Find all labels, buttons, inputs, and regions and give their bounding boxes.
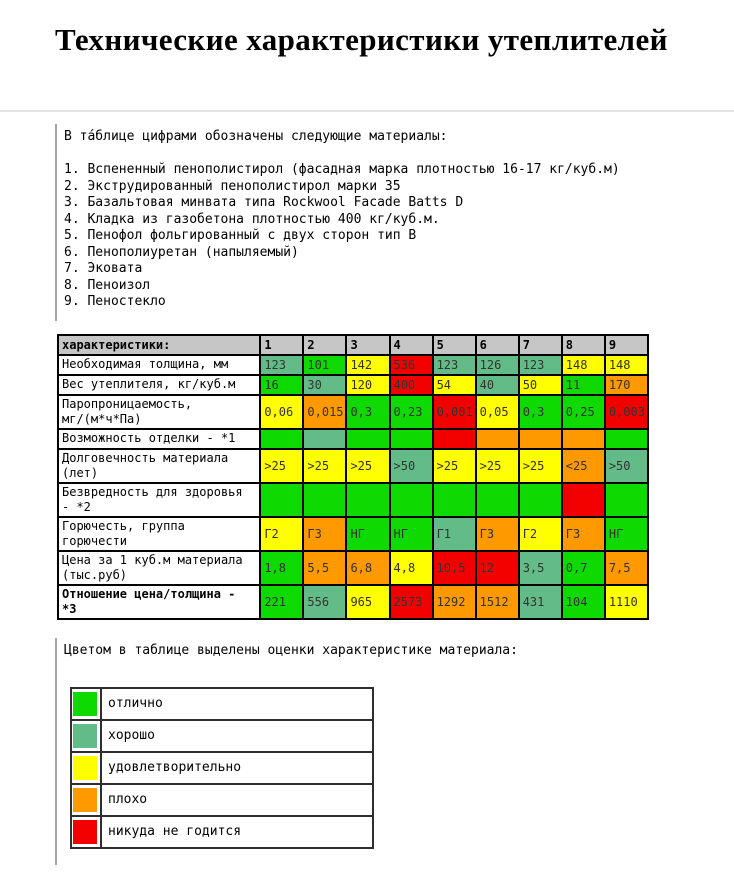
value-cell: >50 [390,449,433,483]
value-cell: Г1 [433,517,476,551]
value-cell: <25 [562,449,605,483]
characteristics-table [57,334,649,620]
value-cell: 126 [476,355,519,375]
material-item: 1. Вспененный пенополистирол (фасадная марка плотностью 16-17 кг/куб.м) [64,162,620,177]
value-cell: Г3 [476,517,519,551]
value-cell [562,429,605,449]
value-cell [346,429,389,449]
table-row [58,517,648,551]
row-label: Паропроницаемость, мг/(м*ч*Па) [58,395,260,429]
value-cell: 11 [562,375,605,395]
value-cell: 101 [303,355,346,375]
material-item: 9. Пеностекло [64,294,166,309]
value-cell: 123 [260,355,303,375]
value-cell: 431 [519,585,562,619]
value-cell: 0,3 [519,395,562,429]
table-header-row [58,335,648,355]
table-row [58,585,648,619]
value-cell: >25 [346,449,389,483]
legend-row [71,720,373,752]
intro-block [55,124,734,321]
color-swatch [73,788,97,812]
value-cell: >50 [605,449,648,483]
table-row [58,483,648,517]
value-cell: 30 [303,375,346,395]
value-cell: 0,001 [433,395,476,429]
value-cell: 0,23 [390,395,433,429]
table-row [58,355,648,375]
value-cell: 50 [519,375,562,395]
color-swatch [73,756,97,780]
legend-row [71,784,373,816]
value-cell: >25 [303,449,346,483]
value-cell [303,483,346,517]
value-cell: 0,015 [303,395,346,429]
value-cell: 0,7 [562,551,605,585]
table-body [58,355,648,619]
value-cell: 0,3 [346,395,389,429]
value-cell: 965 [346,585,389,619]
value-cell: 123 [519,355,562,375]
materials-list [64,162,734,311]
row-label: Отношение цена/толщина - *3 [58,585,260,619]
value-cell: >25 [476,449,519,483]
value-cell: 1512 [476,585,519,619]
value-cell: НГ [390,517,433,551]
value-cell: 221 [260,585,303,619]
color-swatch [73,820,97,844]
legend-swatch-cell [71,720,101,752]
color-swatch [73,724,97,748]
value-cell: 1292 [433,585,476,619]
value-cell: >25 [519,449,562,483]
intro-lead: В та́блице цифрами обозначены следующие материалы: [64,129,448,144]
row-label: Возможность отделки - *1 [58,429,260,449]
value-cell: 0,06 [260,395,303,429]
column-header: 2 [303,335,346,355]
value-cell: 0,003 [605,395,648,429]
row-label: Необходимая толщина, мм [58,355,260,375]
value-cell [476,483,519,517]
column-header: 1 [260,335,303,355]
value-cell: Г3 [562,517,605,551]
legend-body [71,688,373,848]
column-header: 8 [562,335,605,355]
color-swatch [73,692,97,716]
value-cell: 120 [346,375,389,395]
value-cell: 148 [605,355,648,375]
value-cell [605,483,648,517]
material-item: 2. Экструдированный пенополистирол марки 35 [64,178,401,194]
value-cell: 5,5 [303,551,346,585]
material-item: 4. Кладка из газобетона плотностью 400 кг/куб.м. [64,211,440,227]
value-cell [260,483,303,517]
value-cell: 54 [433,375,476,395]
legend-lead: Цветом в таблице выделены оценки характеристике материала: [64,642,518,658]
value-cell: 10,5 [433,551,476,585]
value-cell: 4,8 [390,551,433,585]
value-cell [562,483,605,517]
legend-label: удовлетворительно [101,752,373,784]
legend-row [71,816,373,848]
value-cell: 16 [260,375,303,395]
table-row [58,395,648,429]
material-item: 6. Пенополиуретан (напыляемый) [64,244,299,260]
row-label: Вес утеплителя, кг/куб.м [58,375,260,395]
table-header-label: характеристики: [58,335,260,355]
table-row [58,551,648,585]
value-cell [433,483,476,517]
table-row [58,429,648,449]
legend-block [55,638,734,865]
value-cell: 0,25 [562,395,605,429]
value-cell: НГ [346,517,389,551]
legend-table [70,687,374,849]
material-item: 5. Пенофол фольгированный с двух сторон тип В [64,228,417,243]
value-cell [605,429,648,449]
row-label: Горючесть, группа горючести [58,517,260,551]
value-cell: >25 [260,449,303,483]
legend-row [71,752,373,784]
value-cell [390,483,433,517]
legend-label: плохо [101,784,373,816]
value-cell [433,429,476,449]
value-cell: 123 [433,355,476,375]
row-label: Цена за 1 куб.м материала (тыс.руб) [58,551,260,585]
value-cell: 40 [476,375,519,395]
legend-swatch-cell [71,816,101,848]
value-cell: Г2 [519,517,562,551]
value-cell [390,429,433,449]
horizontal-divider [0,110,734,112]
value-cell: 556 [303,585,346,619]
value-cell: 1110 [605,585,648,619]
value-cell [303,429,346,449]
value-cell [260,429,303,449]
value-cell: 6,8 [346,551,389,585]
table-row [58,375,648,395]
value-cell: Г3 [303,517,346,551]
legend-swatch-cell [71,752,101,784]
value-cell [519,483,562,517]
value-cell: 104 [562,585,605,619]
row-label: Долговечность материала (лет) [58,449,260,483]
value-cell: 536 [390,355,433,375]
value-cell: 2573 [390,585,433,619]
column-header: 9 [605,335,648,355]
value-cell: >25 [433,449,476,483]
material-item: 7. Эковата [64,261,143,276]
value-cell: 3,5 [519,551,562,585]
value-cell [476,429,519,449]
value-cell: НГ [605,517,648,551]
value-cell [346,483,389,517]
value-cell: Г2 [260,517,303,551]
value-cell: 12 [476,551,519,585]
column-header: 7 [519,335,562,355]
page-title: Технические характеристики утеплителей [55,22,668,57]
column-header: 4 [390,335,433,355]
value-cell: 148 [562,355,605,375]
legend-label: хорошо [101,720,373,752]
material-item: 8. Пеноизол [64,277,151,293]
table-row [58,449,648,483]
value-cell: 400 [390,375,433,395]
column-header: 3 [346,335,389,355]
legend-row [71,688,373,720]
legend-swatch-cell [71,784,101,816]
legend-swatch-cell [71,688,101,720]
value-cell: 170 [605,375,648,395]
legend-label: никуда не годится [101,816,373,848]
column-header: 5 [433,335,476,355]
value-cell: 1,8 [260,551,303,585]
column-header: 6 [476,335,519,355]
value-cell: 0,05 [476,395,519,429]
value-cell: 7,5 [605,551,648,585]
material-item: 3. Базальтовая минвата типа Rockwool Facade Batts D [64,195,464,210]
value-cell: 142 [346,355,389,375]
value-cell [519,429,562,449]
row-label: Безвредность для здоровья - *2 [58,483,260,517]
legend-label: отлично [101,688,373,720]
